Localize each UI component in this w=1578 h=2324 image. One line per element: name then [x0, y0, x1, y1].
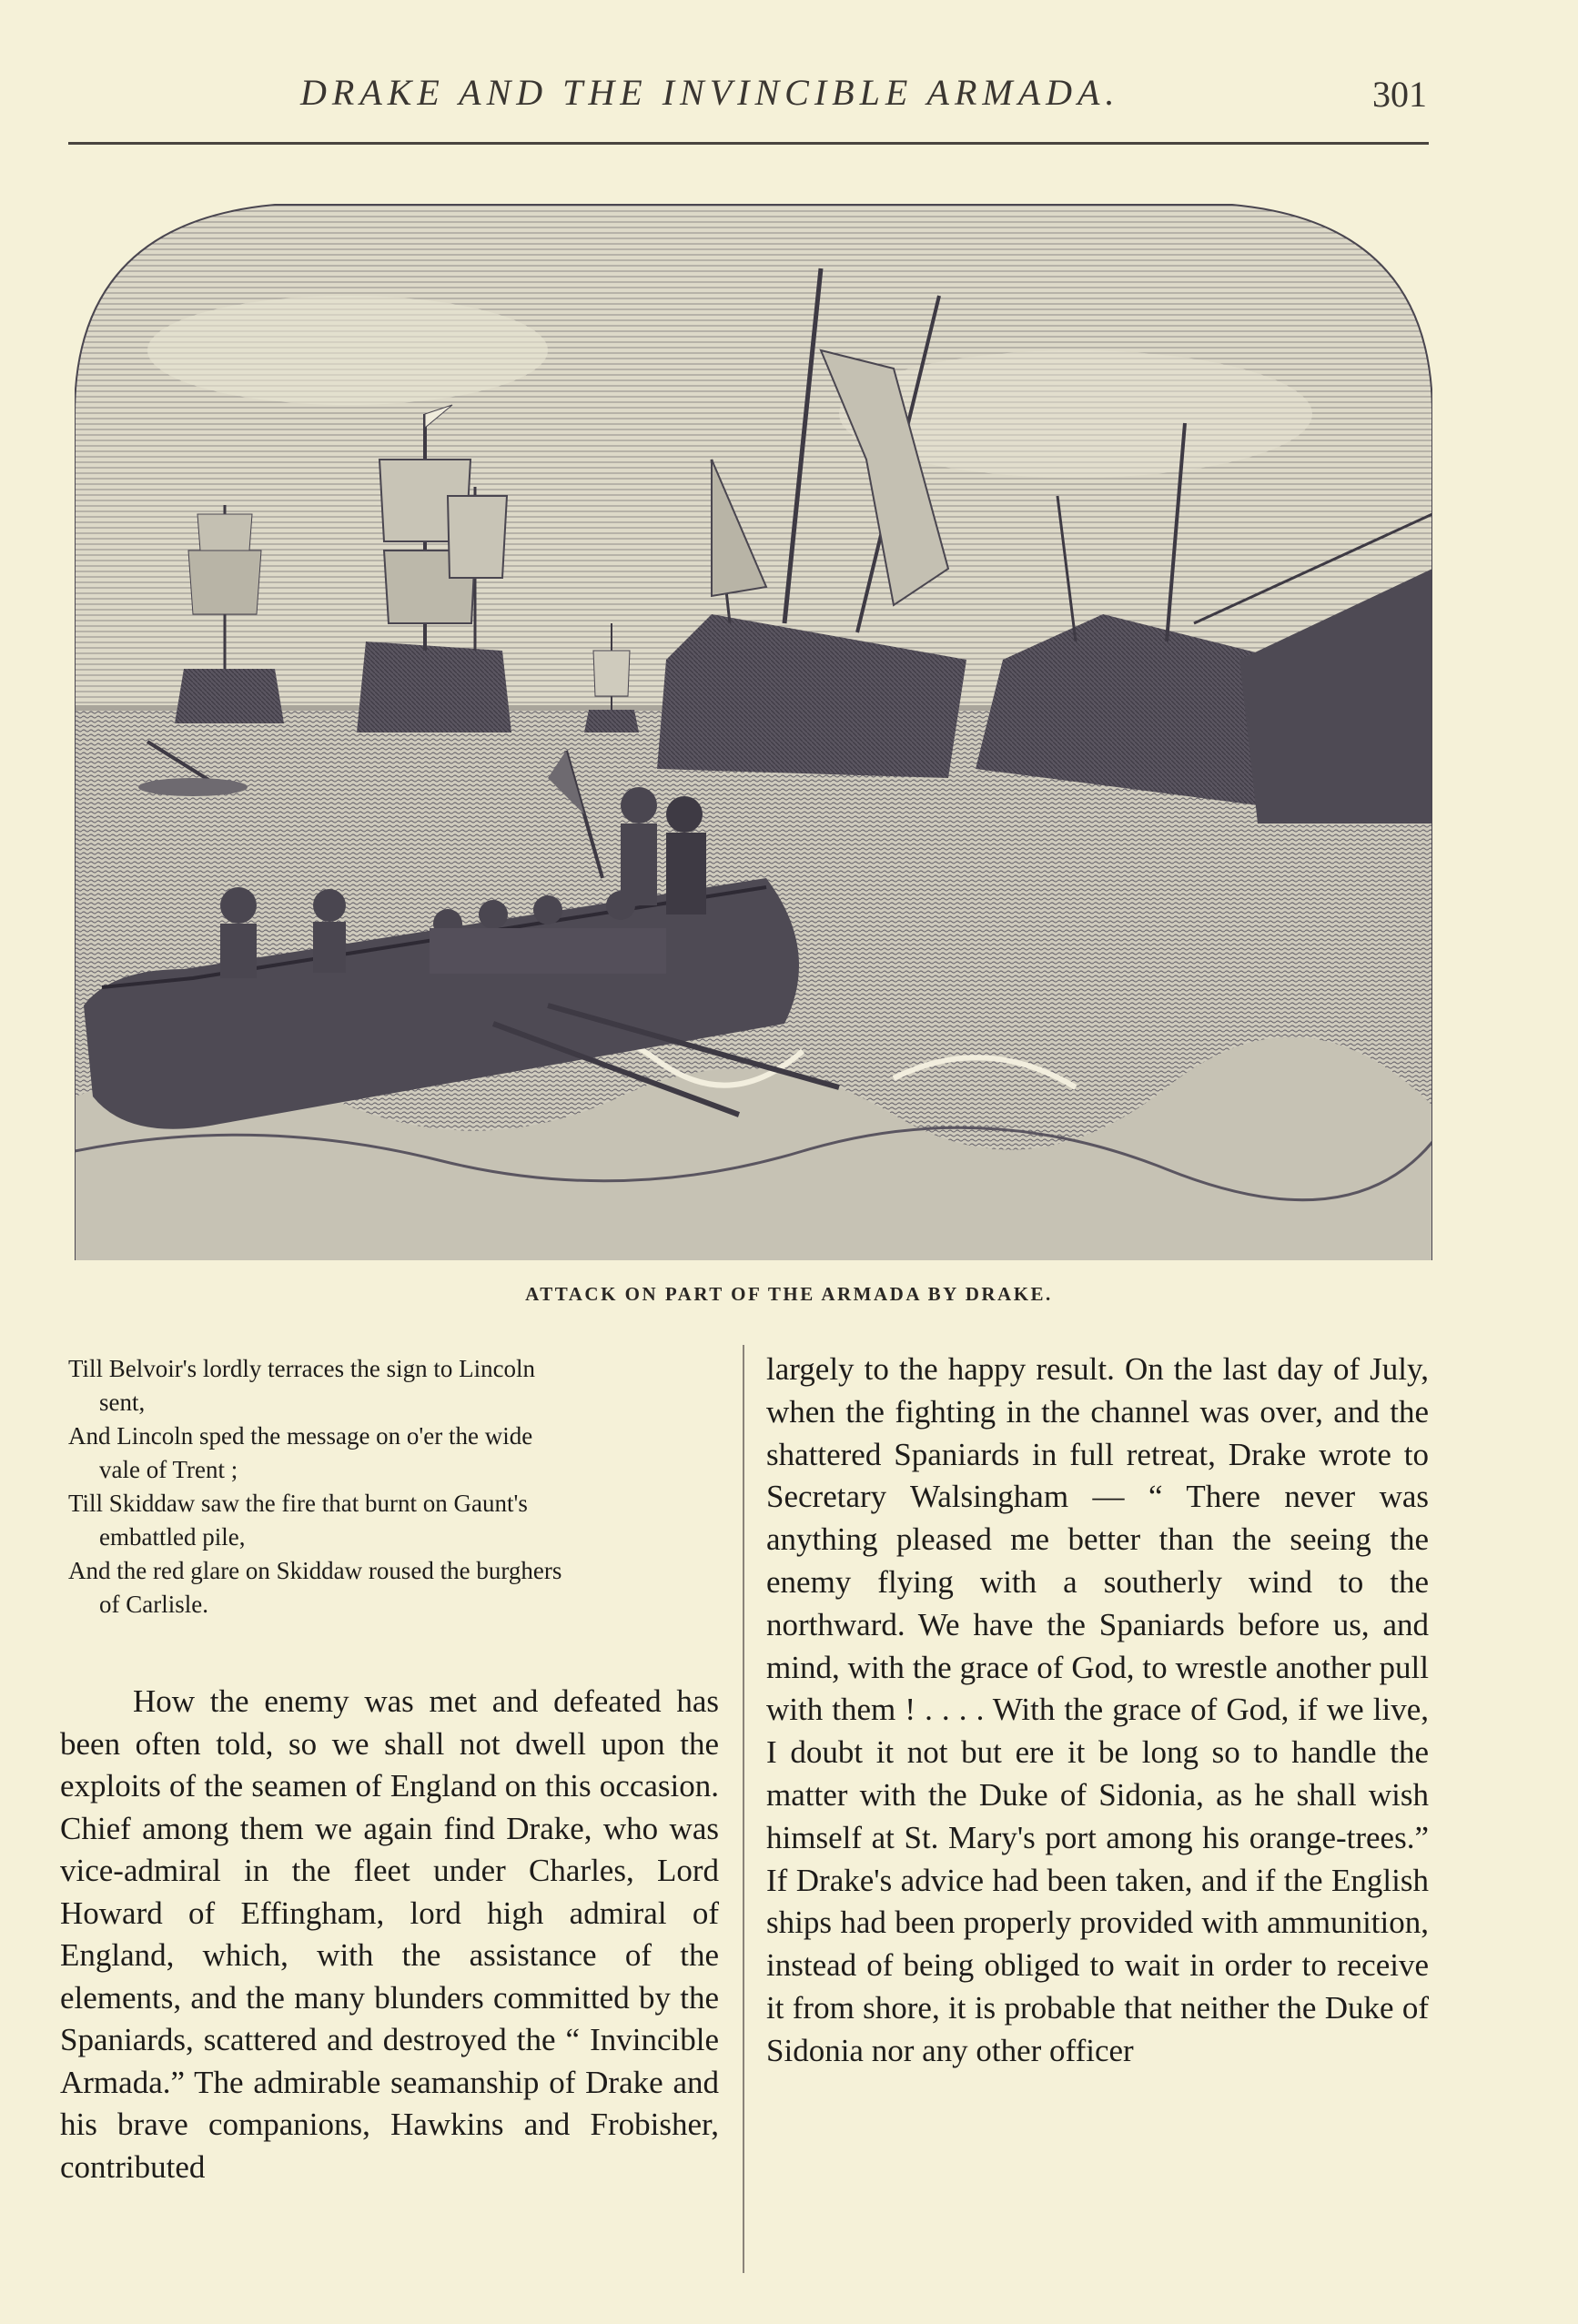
engraving-armada-attack [75, 187, 1432, 1260]
figure-caption: ATTACK ON PART OF THE ARMADA BY DRAKE. [525, 1283, 1053, 1305]
header-rule [68, 142, 1429, 145]
poem-stanza [68, 1352, 727, 1622]
cloud [147, 296, 548, 405]
poem-line-continuation: vale of Trent ; [99, 1456, 238, 1483]
poem-line-continuation: embattled pile, [99, 1523, 246, 1551]
poem-line: Till Belvoir's lordly terraces the sign to Lincoln [68, 1355, 536, 1382]
poem-line: Till Skiddaw saw the fire that burnt on Gaunt's [68, 1490, 528, 1517]
body-paragraph-right: largely to the happy result. On the last day of July, when the fighting in the channel was over, and the shattered Spaniards in full retreat, Drake wrote to Secretary Walsingham — “ There never was anything pleased me better than the seeing the enemy flying with a southerly wind to the northward. We have the Spaniards before us, and mind, with the grace of God, to wrestle another pull with them ! . . . . With the grace of God, if we live, I doubt it not but ere it be long so to handle the matter with the Duke of Sidonia, as he shall wish himself at St. Mary's port among his orange-trees.” If Drake's advice had been taken, and if the English ships had been properly provided with ammunition, instead of being obliged to wait in order to receive it from shore, it is probable that neither the Duke of Sidonia nor any other officer [766, 1351, 1429, 2068]
running-title: DRAKE AND THE INVINCIBLE ARMADA. [300, 72, 1120, 113]
page-number: 301 [1372, 74, 1427, 115]
poem-line-continuation: of Carlisle. [99, 1591, 208, 1618]
poem-line: And the red glare on Skiddaw roused the burghers [68, 1557, 562, 1584]
engraving-illustration [75, 187, 1432, 1260]
column-divider [743, 1345, 744, 2273]
poem-line-continuation: sent, [99, 1389, 146, 1416]
body-paragraph-left: How the enemy was met and defeated has been often told, so we shall not dwell upon the exploits of the seamen of England on this occasion. Chief among them we again find Drake, who was vice-admiral in the fleet under Charles, Lord Howard of Effingham, lord high admiral of England, which, with the assistance of the elements, and the many blunders committed by the Spaniards, scattered and destroyed the “ Invincible Armada.” The admirable seamanship of Drake and his brave companions, Hawkins and Frobisher, contributed [60, 1683, 719, 2185]
poem-line: And Lincoln sped the message on o'er the wide [68, 1422, 533, 1450]
